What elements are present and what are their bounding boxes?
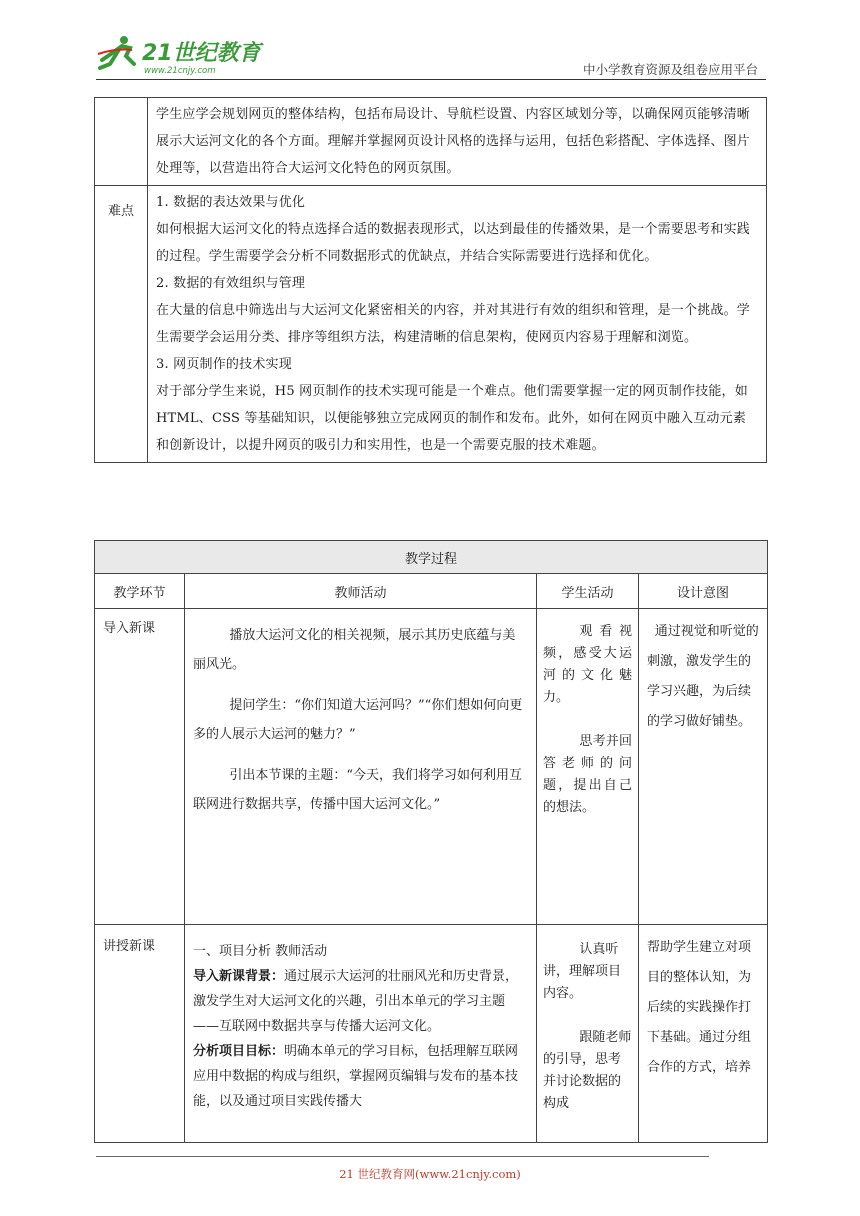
table-row	[95, 186, 767, 463]
intent-cell: 帮助学生建立对项目的整体认知，为后续的实践操作打下基础。通过分组合作的方式，培养	[639, 925, 768, 1143]
key-point-text: 学生应学会规划网页的整体结构，包括布局设计、导航栏设置、内容区域划分等，以确保网页能够清晰展示大运河文化的各个方面。理解并掌握网页设计风格的选择与运用，包括色彩搭配、字体选择、图片处理等，以营造出符合大运河文化特色的网页氛围。	[156, 107, 751, 176]
logo-text: 21世纪教育	[142, 41, 261, 66]
intent-cell: 通过视觉和听觉的刺激，激发学生的学习兴趣，为后续的学习做好铺垫。	[639, 609, 768, 925]
teacher-item-text: 明确本单元的学习目标，包括理解互联网应用中数据的构成与组织，掌握网页编辑与发布的基本技能，以及通过项目实践传播大	[193, 1044, 519, 1109]
page-header	[96, 30, 766, 78]
student-paragraph: 观看视频，感受大运河的文化魅力。	[543, 624, 632, 705]
teacher-cell	[185, 925, 537, 1143]
row-label-empty	[95, 98, 148, 186]
student-paragraph: 思考并回答老师的问题，提出自己的想法。	[543, 734, 632, 815]
teacher-cell	[185, 609, 537, 925]
difficulty-label: 难点	[95, 186, 148, 463]
table-row	[95, 98, 767, 186]
difficulty-cell	[148, 186, 767, 463]
table-row	[95, 609, 768, 925]
student-paragraph: 认真听讲，理解项目内容。	[543, 942, 622, 1001]
column-header: 教师活动	[185, 574, 537, 609]
process-table	[94, 540, 768, 1143]
logo-url: www.21cnjy.com	[144, 66, 216, 76]
table-row	[95, 541, 768, 574]
table-row	[95, 925, 768, 1143]
difficulty-text: 在大量的信息中筛选出与大运河文化紧密相关的内容，并对其进行有效的组织和管理，是一个挑战。学生需要学会运用分类、排序等组织方法，构建清晰的信息架构，使网页内容易于理解和浏览。	[156, 303, 751, 345]
site-logo	[96, 30, 266, 76]
student-cell	[537, 925, 639, 1143]
teacher-item-label: 导入新课背景：	[193, 969, 285, 984]
process-title: 教学过程	[95, 541, 768, 574]
column-header: 设计意图	[639, 574, 768, 609]
difficulty-heading: 1. 数据的表达效果与优化	[156, 195, 306, 210]
difficulty-heading: 3. 网页制作的技术实现	[156, 357, 292, 372]
teacher-item-label: 分析项目目标：	[193, 1044, 285, 1059]
difficulty-text: 对于部分学生来说，H5 网页制作的技术实现可能是一个难点。他们需要掌握一定的网页制作技能，如 HTML、CSS 等基础知识，以便能够独立完成网页的制作和发布。此外，如何在网页中融入互动元素和创新设计，以提升网页的吸引力和实用性，也是一个需要克服的技术难题。	[156, 384, 748, 453]
footer-divider	[96, 1156, 709, 1157]
key-point-cell	[148, 98, 767, 186]
stage-cell: 导入新课	[95, 609, 185, 925]
teacher-item	[193, 964, 528, 1039]
table-header-row	[95, 574, 768, 609]
footer-text: 21 世纪教育网(www.21cnjy.com)	[339, 1167, 521, 1181]
difficulty-text: 如何根据大运河文化的特点选择合适的数据表现形式，以达到最佳的传播效果，是一个需要思考和实践的过程。学生需要学会分析不同数据形式的优缺点，并结合实际需要进行选择和优化。	[156, 222, 751, 264]
header-divider	[96, 79, 766, 80]
teacher-section-title: 一、项目分析 教师活动	[193, 944, 328, 959]
teacher-paragraph: 播放大运河文化的相关视频，展示其历史底蕴与美丽风光。	[193, 628, 516, 672]
teacher-item	[193, 1039, 528, 1114]
teacher-paragraph: 引出本节课的主题：“今天，我们将学习如何利用互联网进行数据共享，传播中国大运河文化。”	[193, 768, 523, 812]
teacher-item-text: 通过展示大运河的壮丽风光和历史背景，激发学生对大运河文化的兴趣，引出本单元的学习主题——互联网中数据共享与传播大运河文化。	[193, 969, 519, 1034]
teacher-paragraph: 提问学生：“你们知道大运河吗？”“你们想如何向更多的人展示大运河的魅力？”	[193, 698, 523, 742]
student-cell	[537, 609, 639, 925]
runner-icon	[98, 36, 134, 68]
stage-cell: 讲授新课	[95, 925, 185, 1143]
difficulty-heading: 2. 数据的有效组织与管理	[156, 276, 306, 291]
column-header: 教学环节	[95, 574, 185, 609]
column-header: 学生活动	[537, 574, 639, 609]
platform-name: 中小学教育资源及组卷应用平台	[582, 62, 758, 77]
student-paragraph: 跟随老师的引导，思考并讨论数据的构成	[543, 1030, 632, 1111]
objectives-table	[94, 97, 767, 463]
